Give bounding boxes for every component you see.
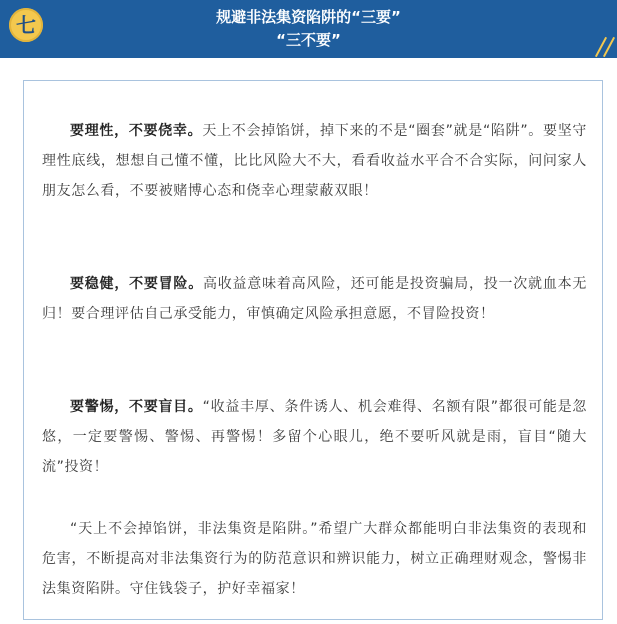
section-title-line-1: 规避非法集资陷阱的“三要” (216, 8, 401, 26)
paragraph-lead: 要警惕，不要盲目。 (70, 399, 203, 415)
paragraph-body: 天上不会掉馅饼，掉下来的不是“圈套”就是“陷阱”。要坚守理性底线，想想自己懂不懂，比比风险大不大，看看收益水平合不合实际，问问家人朋友怎么看，不要被赌博心态和侥幸心理蒙蔽双眼！ (42, 123, 588, 199)
paragraph-alert (42, 392, 587, 482)
paragraph-rational (42, 116, 587, 206)
paragraph-body: 高收益意味着高风险，还可能是投资骗局，投一次就血本无归！要合理评估自己承受能力，审慎确定风险承担意愿，不冒险投资！ (42, 276, 587, 322)
section-number-badge: 七 (9, 8, 43, 42)
paragraph-prudent (42, 269, 587, 329)
paragraph-summary (42, 514, 587, 604)
paragraph-lead: 要理性，不要侥幸。 (70, 123, 203, 139)
section-header (0, 0, 617, 58)
paragraph-body: “收益丰厚、条件诱人、机会难得、名额有限”都很可能是忽悠，一定要警惕、警惕、再警惕！多留个心眼儿，绝不要听风就是雨，盲目“随大流”投资！ (42, 399, 587, 475)
paragraph-lead: 要稳健，不要冒险。 (70, 276, 203, 292)
paragraph-body: “天上不会掉馅饼，非法集资是陷阱。”希望广大群众都能明白非法集资的表现和危害，不断提高对非法集资行为的防范意识和辨识能力，树立正确理财观念，警惕非法集资陷阱。守住钱袋子，护好幸福家！ (42, 521, 587, 597)
section-title-line-2: “三不要” (276, 31, 341, 49)
